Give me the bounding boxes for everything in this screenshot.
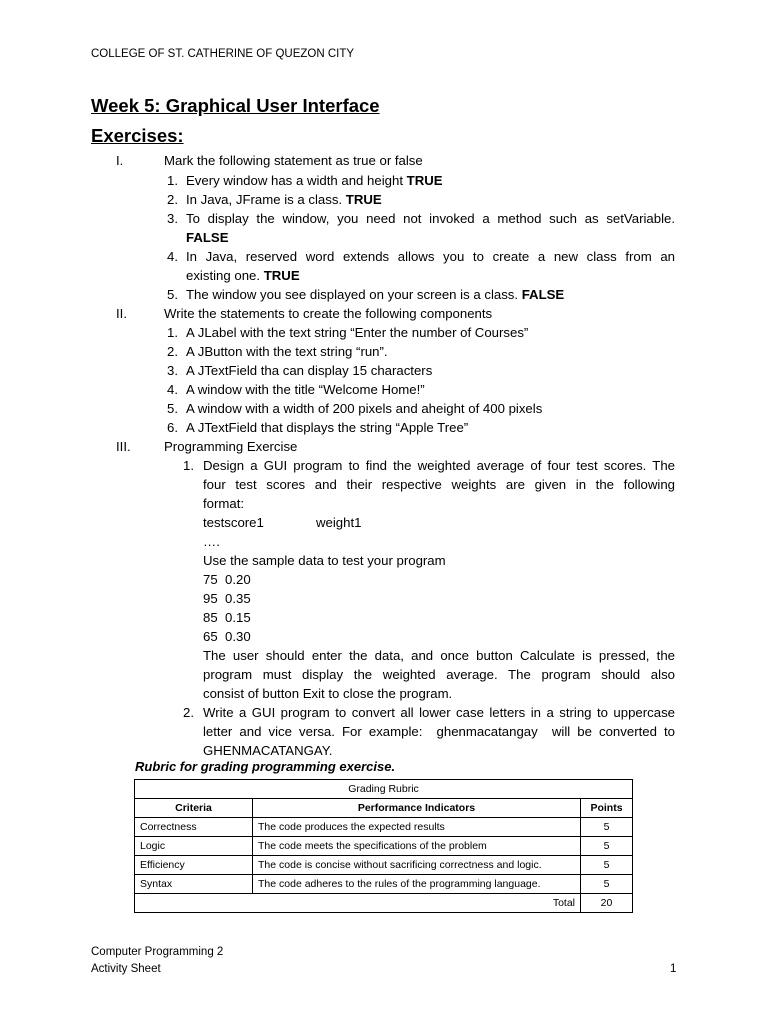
exercise-text: GHENMACATANGAY. — [203, 743, 333, 758]
exercise-text: Write a GUI program to convert all lower case letters in a string to uppercase — [203, 705, 675, 720]
list-number: 1. — [183, 458, 194, 473]
indicator-cell: The code adheres to the rules of the programming language. — [253, 875, 581, 894]
exercise-text: program must display the weighted average. The program should also — [203, 667, 675, 682]
indicator-cell: The code meets the specifications of the problem — [253, 837, 581, 856]
section-1-heading: Mark the following statement as true or false — [164, 153, 423, 168]
list-number: 3. — [167, 363, 178, 378]
section-3-numeral: III. — [116, 439, 131, 454]
total-row — [135, 894, 633, 913]
list-number: 4. — [167, 382, 178, 397]
column-header: Performance Indicators — [253, 799, 581, 818]
exercise-text: consist of button Exit to close the program. — [203, 686, 453, 701]
statement-text: existing one. — [186, 268, 264, 283]
list-number: 5. — [167, 401, 178, 416]
statement-text: To display the window, you need not invoked a method such as setVariable. — [186, 211, 675, 226]
exercise-text: format: — [203, 496, 245, 511]
rubric-caption: Rubric for grading programming exercise. — [135, 759, 396, 774]
list-number: 3. — [167, 211, 178, 226]
points-cell: 5 — [581, 837, 633, 856]
statement-text: In Java, reserved word extends allows you to create a new class from an — [186, 249, 675, 264]
header-institution: COLLEGE OF ST. CATHERINE OF QUEZON CITY — [91, 48, 355, 60]
table-row — [135, 818, 633, 837]
answer: TRUE — [406, 173, 443, 188]
footer-course: Computer Programming 2 — [91, 946, 224, 958]
criteria-cell: Logic — [135, 837, 253, 856]
answer: TRUE — [345, 192, 382, 207]
list-item: A JButton with the text string “run”. — [186, 344, 388, 359]
list-number: 5. — [167, 287, 178, 302]
list-number: 2. — [183, 705, 194, 720]
list-number: 2. — [167, 344, 178, 359]
statement-text: The window you see displayed on your screen is a class. — [186, 287, 522, 302]
column-header: Points — [581, 799, 633, 818]
list-item: A JTextField tha can display 15 characters — [186, 363, 433, 378]
list-item — [186, 171, 443, 190]
answer: TRUE — [263, 268, 300, 283]
rubric-table — [134, 779, 633, 913]
exercises-heading: Exercises: — [91, 125, 184, 146]
list-item: A window with a width of 200 pixels and aheight of 400 pixels — [186, 401, 543, 416]
list-number: 2. — [167, 192, 178, 207]
sample-row: 75 0.20 — [203, 572, 251, 587]
format-col-1: testscore1 — [203, 515, 264, 530]
exercise-text: The user should enter the data, and once button Calculate is pressed, the — [203, 648, 675, 663]
answer: FALSE — [186, 230, 229, 245]
section-2-heading: Write the statements to create the following components — [164, 306, 493, 321]
points-cell: 5 — [581, 818, 633, 837]
sample-row: 85 0.15 — [203, 610, 251, 625]
total-value: 20 — [581, 894, 633, 913]
points-cell: 5 — [581, 875, 633, 894]
column-header: Criteria — [135, 799, 253, 818]
criteria-cell: Syntax — [135, 875, 253, 894]
indicator-cell: The code produces the expected results — [253, 818, 581, 837]
list-item — [186, 190, 382, 209]
exercise-text: Design a GUI program to find the weighted average of four test scores. The — [203, 458, 675, 473]
list-item: A JTextField that displays the string “Apple Tree” — [186, 420, 469, 435]
section-3-heading: Programming Exercise — [164, 439, 298, 454]
exercise-text: letter and vice versa. For example: ghenmacatangay will be converted to — [203, 724, 675, 739]
answer: FALSE — [521, 287, 565, 302]
section-2-numeral: II. — [116, 306, 127, 321]
list-item — [186, 285, 564, 304]
table-row — [135, 856, 633, 875]
ellipsis: …. — [203, 534, 220, 549]
list-item: A JLabel with the text string “Enter the number of Courses” — [186, 325, 529, 340]
format-col-2: weight1 — [316, 515, 362, 530]
criteria-cell: Efficiency — [135, 856, 253, 875]
statement-text: In Java, JFrame is a class. — [186, 192, 346, 207]
exercise-text: four test scores and their respective weights are given in the following — [203, 477, 675, 492]
table-row — [135, 875, 633, 894]
list-number: 4. — [167, 249, 178, 264]
sample-row: 95 0.35 — [203, 591, 251, 606]
page-title: Week 5: Graphical User Interface — [91, 95, 380, 116]
list-number: 1. — [167, 173, 178, 188]
list-item — [186, 266, 300, 285]
page-number: 1 — [670, 963, 677, 975]
list-number: 6. — [167, 420, 178, 435]
section-1-numeral: I. — [116, 153, 124, 168]
rubric-table-title: Grading Rubric — [135, 780, 633, 799]
statement-text: Every window has a width and height — [186, 173, 407, 188]
criteria-cell: Correctness — [135, 818, 253, 837]
footer-doc-type: Activity Sheet — [91, 963, 161, 975]
sample-intro: Use the sample data to test your program — [203, 553, 446, 568]
list-item: A window with the title “Welcome Home!” — [186, 382, 425, 397]
points-cell: 5 — [581, 856, 633, 875]
sample-row: 65 0.30 — [203, 629, 251, 644]
list-number: 1. — [167, 325, 178, 340]
indicator-cell: The code is concise without sacrificing correctness and logic. — [253, 856, 581, 875]
total-label: Total — [135, 894, 581, 913]
table-row — [135, 837, 633, 856]
